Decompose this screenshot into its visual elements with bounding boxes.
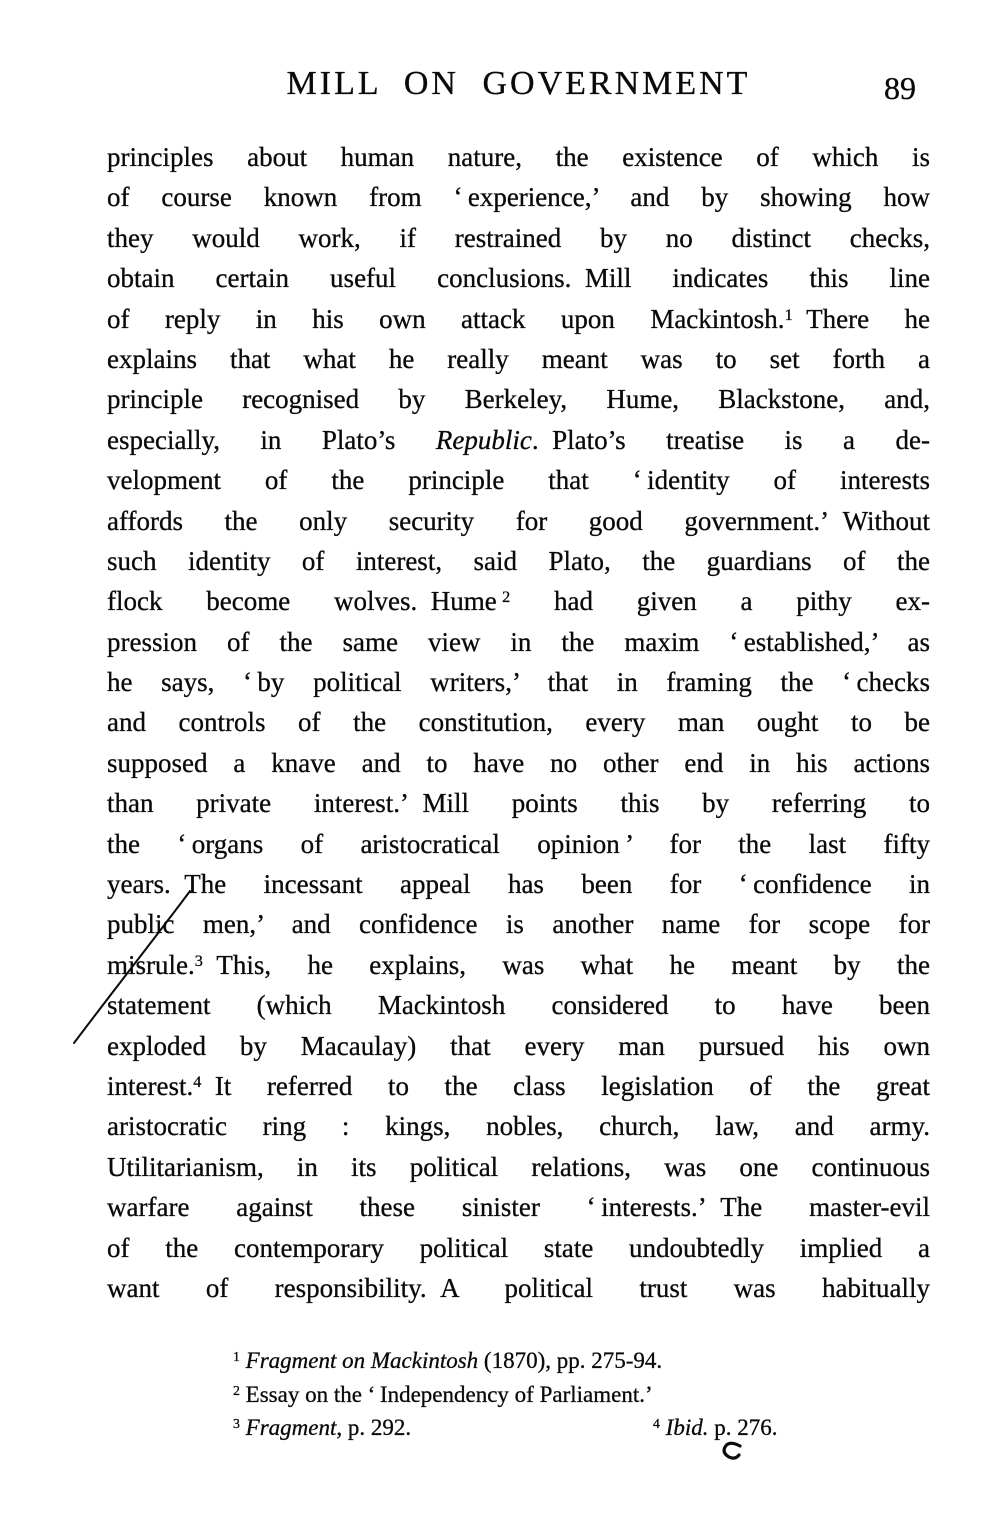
body-line — [107, 783, 930, 823]
footnote-row — [233, 1378, 873, 1412]
body-line — [107, 501, 930, 541]
body-line — [107, 743, 930, 783]
footnote — [233, 1382, 653, 1407]
text-run: of the contemporary political state undoubtedly implied a — [107, 1232, 930, 1263]
body-line — [107, 541, 930, 581]
text-run: had given a pithy ex- — [510, 586, 930, 617]
body-line — [107, 218, 930, 258]
body-line — [107, 299, 930, 339]
footnote-reference: 1 — [784, 305, 793, 324]
text-run: and controls of the constitution, every man ought to be — [107, 707, 930, 738]
text-run: Utilitarianism, in its political relations, was one continuous — [107, 1151, 930, 1182]
text-run: supposed a knave and to have no other end in his actions — [107, 747, 930, 778]
body-line — [107, 137, 930, 177]
body-line — [107, 420, 930, 460]
body-line — [107, 622, 930, 662]
page-number: 89 — [884, 70, 916, 106]
text-run: of course known from ‘ experience,’ and by showing how — [107, 182, 930, 213]
text-run: principles about human nature, the existence of which is — [107, 142, 930, 172]
text-run: years. The incessant appeal has been for ‘ confidence in — [107, 869, 930, 900]
text-run: Republic — [435, 424, 532, 455]
body-line — [107, 864, 930, 904]
text-run: There he — [792, 303, 931, 334]
footnotes — [233, 1344, 873, 1445]
text-run: . Plato’s treatise is a de- — [531, 424, 930, 455]
body-line — [107, 1147, 930, 1187]
body-line — [107, 1026, 930, 1066]
text-run: obtain certain useful conclusions. Mill indicates this line — [107, 263, 930, 294]
text-run: explains that what he really meant was to set forth a — [107, 343, 930, 374]
text-run: they would work, if restrained by no distinct checks, — [107, 222, 930, 253]
body-line — [107, 662, 930, 702]
footnote-reference: 3 — [233, 1416, 240, 1432]
body-line — [107, 1187, 930, 1227]
text-run: Fragment — [245, 1415, 337, 1440]
text-run: p. 276. — [708, 1415, 778, 1440]
body-line — [107, 460, 930, 500]
footnote-reference: 4 — [193, 1072, 202, 1091]
footnote-row — [233, 1411, 873, 1445]
footnote-reference: 3 — [194, 951, 203, 970]
body-line — [107, 1228, 930, 1268]
body-line — [107, 904, 930, 944]
text-run: , p. 292. — [336, 1415, 412, 1440]
running-head-title: MILL ON GOVERNMENT — [286, 65, 751, 102]
body-line — [107, 945, 930, 985]
body-line — [107, 1268, 930, 1308]
text-run: It referred to the class legislation of the great — [201, 1070, 930, 1101]
text-run: especially, in Plato’s — [107, 424, 436, 455]
footnote-reference: 2 — [233, 1382, 240, 1398]
text-run: want of responsibility. A political trust was habitually — [107, 1272, 930, 1303]
body-line — [107, 581, 930, 621]
footnote-reference: 2 — [502, 588, 511, 607]
text-run: flock become wolves. Hume — [107, 586, 503, 617]
body-line — [107, 177, 930, 217]
text-run: aristocratic ring : kings, nobles, church, law, and army. — [107, 1111, 930, 1142]
text-run: the ‘ organs of aristocratical opinion ’ for the last fifty — [107, 828, 930, 859]
footnote — [653, 1411, 777, 1445]
footnote-reference: 1 — [233, 1349, 240, 1365]
footnote-reference: 4 — [653, 1416, 660, 1432]
text-run: pression of the same view in the maxim ‘ established,’ as — [107, 626, 930, 657]
text-run: than private interest.’ Mill points this by referring to — [107, 788, 930, 819]
body-line — [107, 824, 930, 864]
body-line — [107, 379, 930, 419]
text-run: exploded by Macaulay) that every man pursued his own — [107, 1030, 930, 1061]
text-run: such identity of interest, said Plato, the guardians of the — [107, 545, 930, 576]
text-run: velopment of the principle that ‘ identity of interests — [107, 465, 930, 496]
ink-mark — [724, 1443, 740, 1458]
text-run: affords the only security for good government.’ Without — [107, 505, 930, 536]
text-run: misrule. — [107, 949, 195, 980]
body-text — [107, 137, 930, 1308]
body-line — [107, 339, 930, 379]
body-line — [107, 702, 930, 742]
text-run: (1870), pp. 275-94. — [478, 1348, 663, 1373]
footnote-row — [233, 1344, 873, 1378]
text-run: warfare against these sinister ‘ interests.’ The master-evil — [107, 1192, 930, 1223]
body-line — [107, 258, 930, 298]
footnote — [233, 1415, 411, 1440]
text-run: of reply in his own attack upon Mackintosh. — [107, 303, 785, 334]
text-run: interest. — [107, 1070, 194, 1101]
text-run: Ibid. — [665, 1415, 709, 1440]
body-line — [107, 985, 930, 1025]
text-run: Essay on the ‘ Independency of Parliament.’ — [239, 1381, 653, 1407]
text-run: This, he explains, was what he meant by the — [202, 949, 930, 980]
text-run: he says, ‘ by political writers,’ that in framing the ‘ checks — [107, 667, 930, 698]
body-line — [107, 1106, 930, 1146]
text-run: public men,’ and confidence is another name for scope for — [107, 909, 930, 940]
text-run: statement (which Mackintosh considered to have been — [107, 990, 930, 1021]
text-run: Fragment on Mackintosh — [245, 1348, 479, 1373]
footnote — [233, 1348, 662, 1373]
body-line — [107, 1066, 930, 1106]
text-run: principle recognised by Berkeley, Hume, Blackstone, and, — [107, 384, 930, 415]
